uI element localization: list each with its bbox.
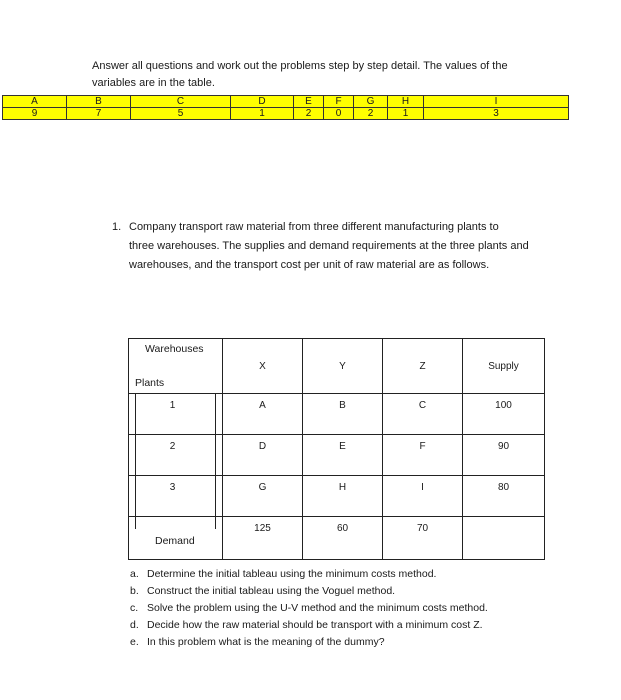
var-letter: B bbox=[67, 96, 131, 108]
var-letter: D bbox=[231, 96, 294, 108]
var-letter: F bbox=[324, 96, 354, 108]
variables-values-row bbox=[3, 108, 569, 120]
subquestion-letter: a. bbox=[130, 568, 139, 580]
subquestion-text: Decide how the raw material should be transport with a minimum cost Z. bbox=[147, 619, 483, 631]
subquestion-letter: d. bbox=[130, 619, 139, 631]
var-letter: I bbox=[424, 96, 569, 108]
subquestion-e bbox=[130, 634, 550, 651]
subquestion-a bbox=[130, 566, 550, 583]
var-letter: H bbox=[388, 96, 424, 108]
var-value: 2 bbox=[294, 108, 324, 120]
plant-label: 3 bbox=[169, 482, 176, 493]
plant-cell bbox=[129, 435, 223, 476]
plant-row-2 bbox=[129, 435, 545, 476]
var-value: 7 bbox=[67, 108, 131, 120]
subquestion-text: In this problem what is the meaning of the dummy? bbox=[147, 636, 385, 648]
subquestion-letter: e. bbox=[130, 636, 139, 648]
variables-letters-row bbox=[3, 96, 569, 108]
cost-cell: I bbox=[383, 476, 463, 517]
var-value: 1 bbox=[388, 108, 424, 120]
subquestion-text: Construct the initial tableau using the Voguel method. bbox=[147, 585, 396, 597]
demand-label-cell bbox=[129, 517, 223, 560]
column-header-supply: Supply bbox=[463, 339, 545, 394]
var-value: 0 bbox=[324, 108, 354, 120]
demand-cell: 60 bbox=[303, 517, 383, 560]
column-header-z: Z bbox=[383, 339, 463, 394]
question-1-line-2: three warehouses. The supplies and demand requirements at the three plants and bbox=[129, 240, 529, 252]
question-number: 1. bbox=[112, 221, 122, 233]
subquestion-text: Determine the initial tableau using the minimum costs method. bbox=[147, 568, 437, 580]
instructions-line-2: variables are in the table. bbox=[92, 77, 215, 89]
cost-cell: B bbox=[303, 394, 383, 435]
cost-cell: C bbox=[383, 394, 463, 435]
cost-cell: E bbox=[303, 435, 383, 476]
cost-cell: A bbox=[223, 394, 303, 435]
cost-cell: F bbox=[383, 435, 463, 476]
plant-row-1 bbox=[129, 394, 545, 435]
column-header-x: X bbox=[223, 339, 303, 394]
var-value: 5 bbox=[131, 108, 231, 120]
plant-label: 2 bbox=[169, 441, 176, 452]
var-letter: E bbox=[294, 96, 324, 108]
instructions bbox=[92, 58, 542, 92]
plants-label: Plants bbox=[135, 377, 165, 389]
subquestion-c bbox=[130, 600, 550, 617]
question-1-line-1: Company transport raw material from three different manufacturing plants to bbox=[129, 221, 499, 233]
var-value: 1 bbox=[231, 108, 294, 120]
supply-cell: 100 bbox=[463, 394, 545, 435]
demand-supply-empty-cell bbox=[463, 517, 545, 560]
corner-cell bbox=[129, 339, 223, 394]
column-header-y: Y bbox=[303, 339, 383, 394]
var-letter: A bbox=[3, 96, 67, 108]
var-value: 2 bbox=[354, 108, 388, 120]
variables-table bbox=[2, 95, 569, 120]
warehouses-label: Warehouses bbox=[145, 343, 204, 355]
demand-label: Demand bbox=[155, 535, 195, 547]
var-letter: G bbox=[354, 96, 388, 108]
subquestion-text: Solve the problem using the U-V method and the minimum costs method. bbox=[147, 602, 488, 614]
cost-cell: H bbox=[303, 476, 383, 517]
transport-table bbox=[128, 338, 545, 560]
subquestions-list bbox=[130, 566, 550, 651]
cost-cell: G bbox=[223, 476, 303, 517]
var-letter: C bbox=[131, 96, 231, 108]
plant-label: 1 bbox=[169, 400, 176, 411]
subquestion-d bbox=[130, 617, 550, 634]
var-value: 3 bbox=[424, 108, 569, 120]
subquestion-b bbox=[130, 583, 550, 600]
plant-cell bbox=[129, 394, 223, 435]
var-value: 9 bbox=[3, 108, 67, 120]
plant-row-3 bbox=[129, 476, 545, 517]
question-1-line-3: warehouses, and the transport cost per unit of raw material are as follows. bbox=[129, 259, 490, 271]
question-1 bbox=[112, 218, 552, 275]
plant-cell bbox=[129, 476, 223, 517]
supply-cell: 80 bbox=[463, 476, 545, 517]
cost-cell: D bbox=[223, 435, 303, 476]
demand-cell: 125 bbox=[223, 517, 303, 560]
instructions-line-1: Answer all questions and work out the problems step by step detail. The values of the bbox=[92, 60, 508, 72]
demand-row bbox=[129, 517, 545, 560]
subquestion-letter: b. bbox=[130, 585, 139, 597]
supply-cell: 90 bbox=[463, 435, 545, 476]
demand-cell: 70 bbox=[383, 517, 463, 560]
transport-header-row bbox=[129, 339, 545, 394]
subquestion-letter: c. bbox=[130, 602, 139, 614]
